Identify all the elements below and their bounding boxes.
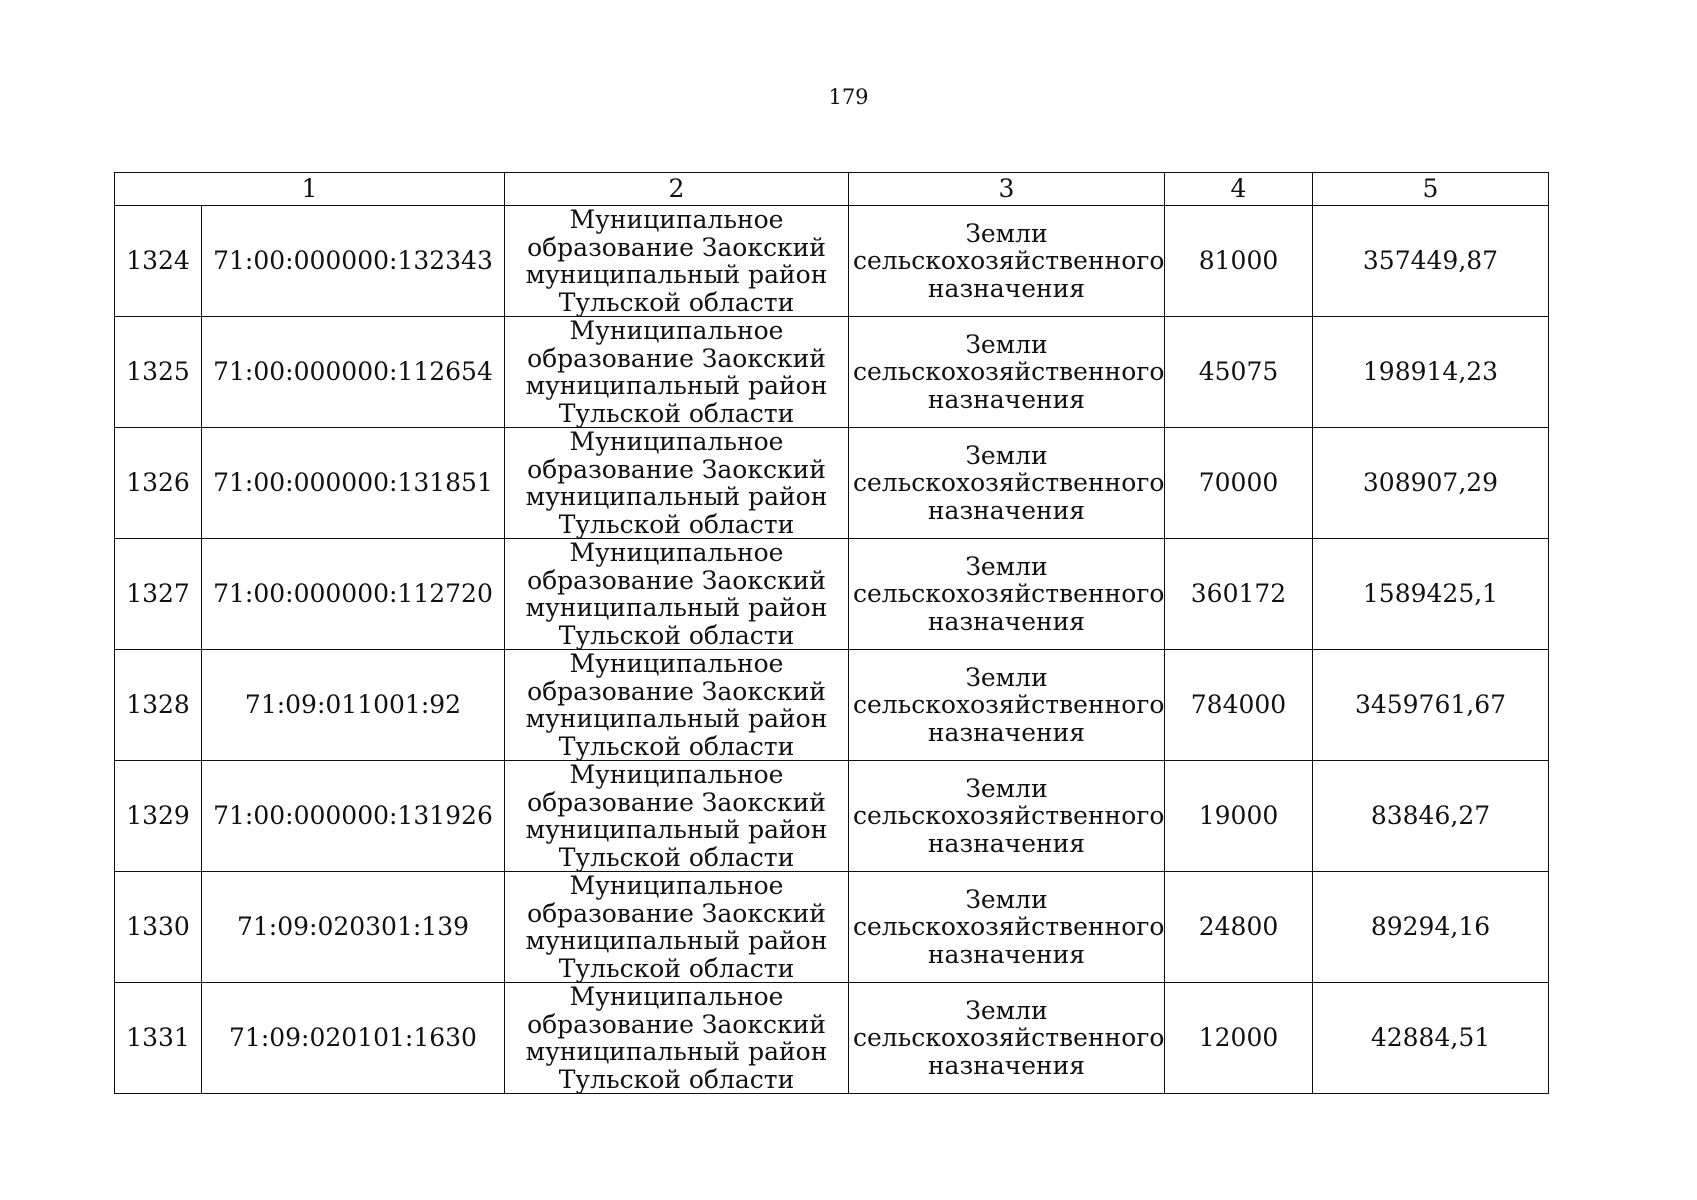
owner-line: муниципальный район <box>525 371 828 400</box>
category-line: сельскохозяйственного <box>853 246 1165 276</box>
table-row <box>115 872 1549 983</box>
owner-line: муниципальный район <box>525 926 828 955</box>
owner-line: Муниципальное <box>569 760 784 789</box>
row-number-cell: 1328 <box>115 650 202 761</box>
cadastral-number-cell: 71:00:000000:132343 <box>202 206 505 317</box>
owner-line: Тульской области <box>558 398 795 428</box>
row-number-cell: 1326 <box>115 428 202 539</box>
owner-line: Тульской области <box>558 287 795 317</box>
owner-line: Тульской области <box>558 731 795 761</box>
owner-line: Тульской области <box>558 842 795 872</box>
category-line: назначения <box>927 717 1086 747</box>
owner-line: муниципальный район <box>525 593 828 622</box>
value-cell: 357449,87 <box>1313 206 1549 317</box>
category-line: сельскохозяйственного <box>853 690 1165 720</box>
table-body <box>115 173 1549 1094</box>
area-cell: 45075 <box>1165 317 1313 428</box>
owner-line: Муниципальное <box>569 538 784 567</box>
header-cell-5: 5 <box>1313 173 1549 206</box>
category-line: Земли <box>965 440 1048 470</box>
row-number-cell: 1327 <box>115 539 202 650</box>
page-number: 179 <box>828 85 869 109</box>
category-line: назначения <box>927 606 1086 636</box>
owner-line: образование Заокский <box>527 343 826 373</box>
row-number-cell: 1325 <box>115 317 202 428</box>
cadastral-number-cell: 71:00:000000:112654 <box>202 317 505 428</box>
land-category-cell <box>849 650 1165 761</box>
land-category-cell <box>849 983 1165 1094</box>
owner-line: образование Заокский <box>527 454 826 484</box>
value-cell: 198914,23 <box>1313 317 1549 428</box>
owner-line: образование Заокский <box>527 232 826 262</box>
owner-line: образование Заокский <box>527 565 826 595</box>
owner-cell <box>505 539 849 650</box>
area-cell: 784000 <box>1165 650 1313 761</box>
owner-cell <box>505 761 849 872</box>
land-category-cell <box>849 206 1165 317</box>
table-row <box>115 761 1549 872</box>
owner-line: муниципальный район <box>525 260 828 289</box>
value-cell: 3459761,67 <box>1313 650 1549 761</box>
owner-line: Муниципальное <box>569 871 784 900</box>
area-cell: 19000 <box>1165 761 1313 872</box>
cadastral-number-cell: 71:09:020101:1630 <box>202 983 505 1094</box>
owner-line: Тульской области <box>558 953 795 983</box>
owner-line: Муниципальное <box>569 205 784 234</box>
table-row <box>115 317 1549 428</box>
owner-line: Тульской области <box>558 509 795 539</box>
land-category-cell <box>849 539 1165 650</box>
land-category-cell <box>849 872 1165 983</box>
area-cell: 360172 <box>1165 539 1313 650</box>
owner-line: муниципальный район <box>525 815 828 844</box>
category-line: Земли <box>965 773 1048 803</box>
category-line: назначения <box>927 495 1086 525</box>
value-cell: 89294,16 <box>1313 872 1549 983</box>
land-category-cell <box>849 428 1165 539</box>
owner-line: Тульской области <box>558 1064 795 1094</box>
land-registry-table <box>114 172 1549 1094</box>
owner-line: Муниципальное <box>569 649 784 678</box>
area-cell: 24800 <box>1165 872 1313 983</box>
header-row <box>115 173 1549 206</box>
value-cell: 83846,27 <box>1313 761 1549 872</box>
row-number-cell: 1330 <box>115 872 202 983</box>
area-cell: 12000 <box>1165 983 1313 1094</box>
cadastral-number-cell: 71:09:020301:139 <box>202 872 505 983</box>
category-line: сельскохозяйственного <box>853 357 1165 387</box>
category-line: сельскохозяйственного <box>853 801 1165 831</box>
row-number-cell: 1324 <box>115 206 202 317</box>
area-cell: 81000 <box>1165 206 1313 317</box>
value-cell: 308907,29 <box>1313 428 1549 539</box>
owner-line: образование Заокский <box>527 898 826 928</box>
owner-cell <box>505 428 849 539</box>
owner-line: Муниципальное <box>569 982 784 1011</box>
owner-cell <box>505 206 849 317</box>
header-cell-4: 4 <box>1165 173 1313 206</box>
category-line: Земли <box>965 884 1048 914</box>
owner-line: образование Заокский <box>527 787 826 817</box>
owner-cell <box>505 983 849 1094</box>
category-line: сельскохозяйственного <box>853 1023 1165 1053</box>
owner-line: образование Заокский <box>527 1009 826 1039</box>
owner-line: образование Заокский <box>527 676 826 706</box>
value-cell: 42884,51 <box>1313 983 1549 1094</box>
table-row <box>115 650 1549 761</box>
header-cell-2: 2 <box>505 173 849 206</box>
owner-line: Муниципальное <box>569 427 784 456</box>
row-number-cell: 1329 <box>115 761 202 872</box>
owner-line: Муниципальное <box>569 316 784 345</box>
row-number-cell: 1331 <box>115 983 202 1094</box>
category-line: Земли <box>965 329 1048 359</box>
area-cell: 70000 <box>1165 428 1313 539</box>
land-category-cell <box>849 317 1165 428</box>
category-line: назначения <box>927 384 1086 414</box>
cadastral-number-cell: 71:00:000000:131926 <box>202 761 505 872</box>
owner-cell <box>505 650 849 761</box>
category-line: Земли <box>965 551 1048 581</box>
owner-line: Тульской области <box>558 620 795 650</box>
owner-line: муниципальный район <box>525 1037 828 1066</box>
table-row <box>115 539 1549 650</box>
header-cell-1: 1 <box>115 173 505 206</box>
header-cell-3: 3 <box>849 173 1165 206</box>
category-line: назначения <box>927 828 1086 858</box>
category-line: Земли <box>965 662 1048 692</box>
category-line: назначения <box>927 1050 1086 1080</box>
category-line: сельскохозяйственного <box>853 579 1165 609</box>
category-line: назначения <box>927 273 1086 303</box>
land-category-cell <box>849 761 1165 872</box>
category-line: сельскохозяйственного <box>853 468 1165 498</box>
table-row <box>115 983 1549 1094</box>
category-line: Земли <box>965 995 1048 1025</box>
owner-line: муниципальный район <box>525 482 828 511</box>
cadastral-number-cell: 71:00:000000:131851 <box>202 428 505 539</box>
value-cell: 1589425,1 <box>1313 539 1549 650</box>
table-row <box>115 206 1549 317</box>
category-line: Земли <box>965 218 1048 248</box>
cadastral-number-cell: 71:00:000000:112720 <box>202 539 505 650</box>
category-line: сельскохозяйственного <box>853 912 1165 942</box>
cadastral-number-cell: 71:09:011001:92 <box>202 650 505 761</box>
owner-cell <box>505 872 849 983</box>
table-row <box>115 428 1549 539</box>
owner-cell <box>505 317 849 428</box>
owner-line: муниципальный район <box>525 704 828 733</box>
category-line: назначения <box>927 939 1086 969</box>
